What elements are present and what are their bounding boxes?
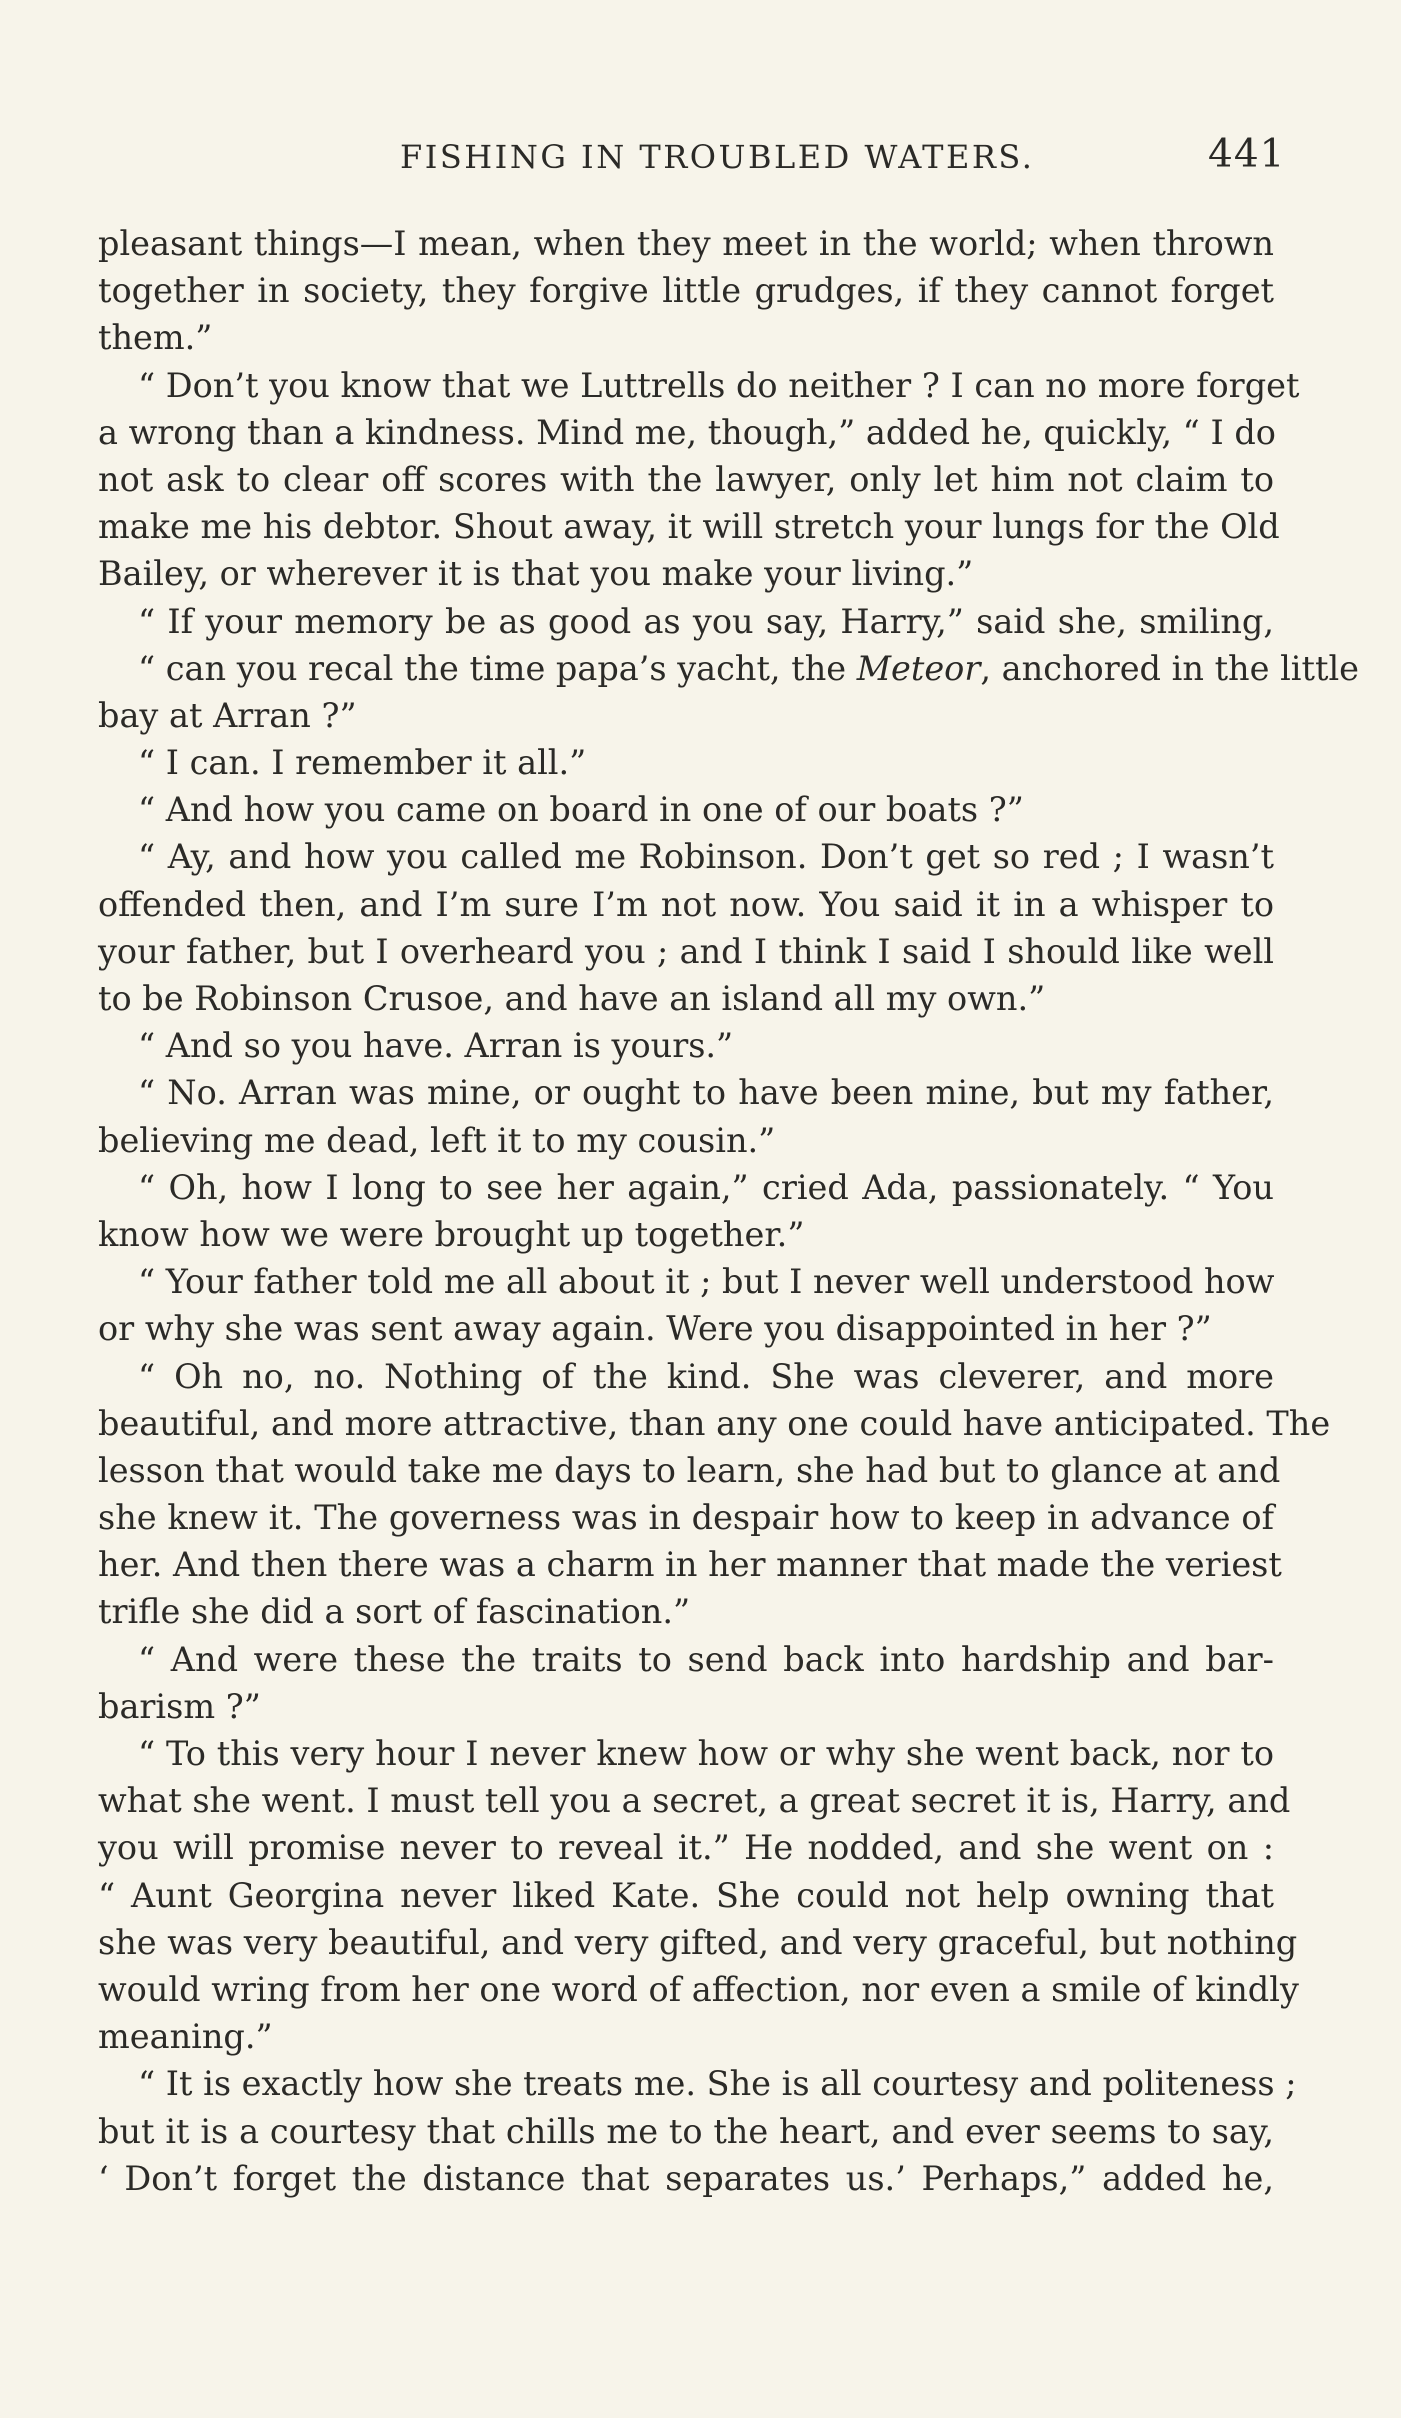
text-line: “ Oh no, no. Nothing of the kind. She was cleverer, and more — [138, 1356, 1274, 1396]
text-line: she was very beautiful, and very gifted, and very graceful, but nothing — [98, 1922, 1298, 1962]
text-line: beautiful, and more attractive, than any one could have anticipated. The — [98, 1403, 1331, 1443]
text-line: but it is a courtesy that chills me to the heart, and ever seems to say, — [98, 2111, 1274, 2151]
text-line: make me his debtor. Shout away, it will stretch your lungs for the Old — [98, 507, 1280, 547]
text-line: “ Oh, how I long to see her again,” cried Ada, passionately. “ You — [138, 1167, 1274, 1207]
text-line: not ask to clear off scores with the lawyer, only let him not claim to — [98, 459, 1274, 499]
running-head — [0, 132, 1401, 188]
text-line: together in society, they forgive little grudges, if they cannot forget — [98, 271, 1274, 311]
text-line: she knew it. The governess was in despair how to keep in advance of — [98, 1498, 1274, 1538]
text-line: “ I can. I remember it all.” — [138, 743, 587, 783]
text-line: barism ?” — [98, 1686, 261, 1726]
text-line-with-italic — [98, 645, 1359, 692]
text-line: a wrong than a kindness. Mind me, though,” added he, quickly, “ I do — [98, 412, 1276, 452]
text-line: know how we were brought up together.” — [98, 1214, 805, 1254]
text-line: “ And how you came on board in one of our boats ?” — [138, 790, 1024, 830]
text-segment: “ can you recal the time papa’s yacht, the — [138, 648, 857, 688]
text-line: “ To this very hour I never knew how or why she went back, nor to — [138, 1734, 1274, 1773]
text-line: would wring from her one word of affection, nor even a smile of kindly — [98, 1969, 1299, 2009]
text-line: “ Your father told me all about it ; but I never well understood how — [138, 1262, 1275, 1302]
text-line: “ And so you have. Arran is yours.” — [138, 1026, 734, 1066]
text-line: “ If your memory be as good as you say, Harry,” said she, smiling, — [138, 601, 1274, 641]
text-line: “ And were these the traits to send back into hardship and bar- — [138, 1639, 1274, 1679]
text-line: trifle she did a sort of fascination.” — [98, 1592, 691, 1632]
text-line: ‘ Don’t forget the distance that separates us.’ Perhaps,” added he, — [98, 2158, 1274, 2198]
text-line: Bailey, or wherever it is that you make your living.” — [98, 554, 974, 594]
text-line: them.” — [98, 318, 213, 358]
running-title: FISHING IN TROUBLED WATERS. — [400, 138, 1035, 176]
body-text — [98, 220, 1359, 2202]
text-line: lesson that would take me days to learn, she had but to glance at and — [98, 1450, 1281, 1490]
text-segment: , anchored in the little — [980, 648, 1359, 688]
text-line: “ Ay, and how you called me Robinson. Don’t get so red ; I wasn’t — [138, 837, 1274, 877]
text-line: your father, but I overheard you ; and I think I said I should like well — [98, 931, 1274, 971]
text-line: pleasant things—I mean, when they meet in the world; when thrown — [98, 224, 1274, 263]
text-line: “ No. Arran was mine, or ought to have been mine, but my father, — [138, 1073, 1274, 1113]
text-line: or why she was sent away again. Were you disappointed in her ?” — [98, 1309, 1212, 1349]
text-line: you will promise never to reveal it.” He nodded, and she went on : — [98, 1828, 1274, 1868]
text-line: believing me dead, left it to my cousin.” — [98, 1120, 776, 1160]
text-line: bay at Arran ?” — [98, 695, 357, 735]
text-line: her. And then there was a charm in her manner that made the veriest — [98, 1545, 1282, 1585]
page-number: 441 — [1208, 132, 1286, 177]
italic-ship-name: Meteor — [856, 648, 981, 688]
text-line: to be Robinson Crusoe, and have an island all my own.” — [98, 979, 1046, 1018]
text-line: meaning.” — [98, 2017, 273, 2057]
text-line: what she went. I must tell you a secret, a great secret it is, Harry, and — [98, 1781, 1291, 1821]
text-line: “ It is exactly how she treats me. She is all courtesy and politeness ; — [138, 2064, 1297, 2104]
text-line: “ Aunt Georgina never liked Kate. She could not help owning that — [98, 1875, 1274, 1915]
text-line: offended then, and I’m sure I’m not now. You said it in a whisper to — [98, 884, 1274, 924]
text-line: “ Don’t you know that we Luttrells do neither ? I can no more forget — [138, 365, 1300, 405]
